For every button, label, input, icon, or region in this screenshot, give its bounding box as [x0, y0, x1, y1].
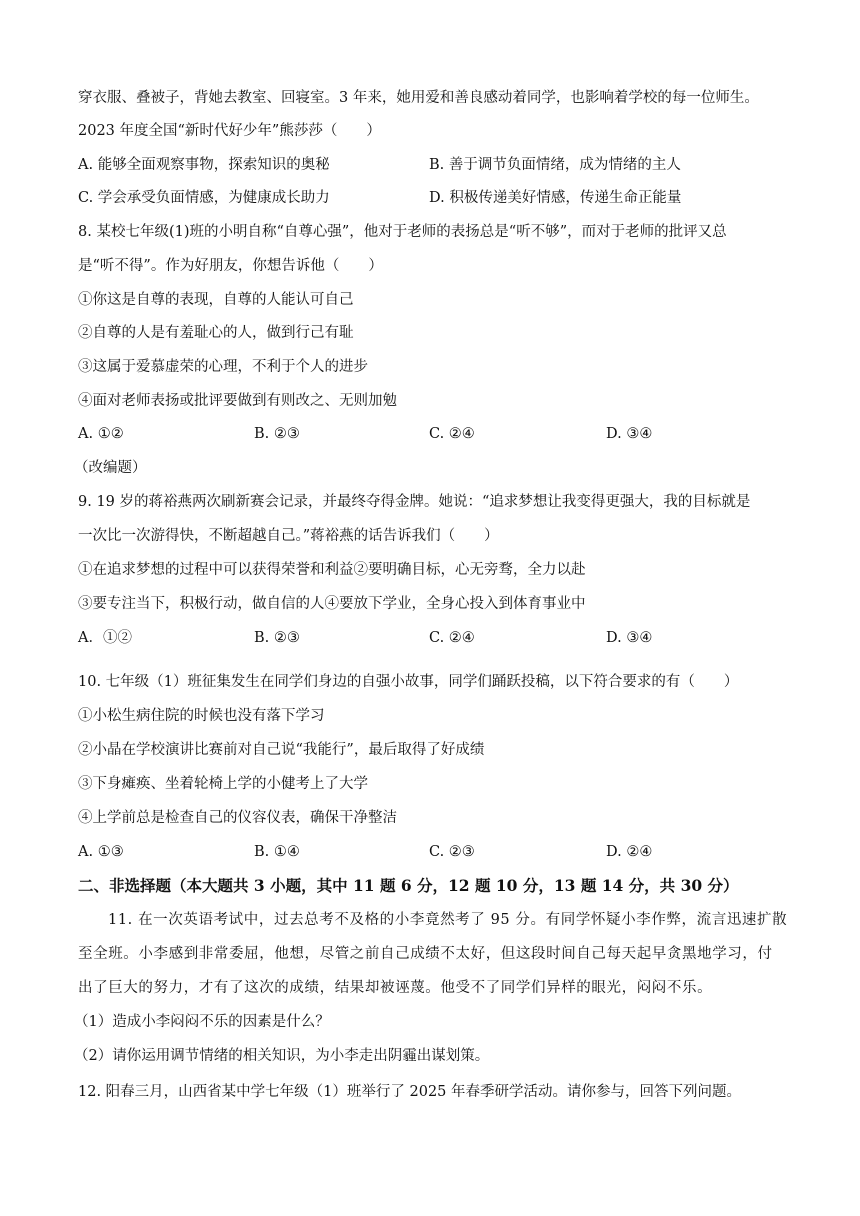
q9-option-d: D. ③④ — [606, 630, 653, 646]
q10-option-d: D. ②④ — [606, 844, 653, 860]
q8-statement-4: ④面对老师表扬或批评要做到有则改之、无则加勉 — [78, 393, 397, 409]
q10-statement-3: ③下身瘫痪、坐着轮椅上学的小健考上了大学 — [78, 776, 368, 792]
question-stem-line: 2023 年度全国“新时代好少年”熊莎莎（ ） — [78, 123, 381, 139]
option-b: B. 善于调节负面情绪，成为情绪的主人 — [429, 157, 681, 173]
q9-statements-3-4: ③要专注当下，积极行动，做自信的人④要放下学业，全身心投入到体育事业中 — [78, 596, 586, 612]
q10-stem: 10. 七年级（1）班征集发生在同学们身边的自强小故事，同学们踊跃投稿，以下符合要求的有（ ） — [78, 674, 739, 690]
q10-statement-2: ②小晶在学校演讲比赛前对自己说“我能行”，最后取得了好成绩 — [78, 742, 485, 758]
option-d: D. 积极传递美好情感，传递生命正能量 — [429, 190, 682, 206]
q9-option-c: C. ②④ — [429, 630, 475, 646]
q8-option-b: B. ②③ — [254, 426, 300, 442]
q8-option-c: C. ②④ — [429, 426, 475, 442]
q9-stem-line-2: 一次比一次游得快，不断超越自己。”蒋裕燕的话告诉我们（ ） — [78, 528, 499, 544]
q8-option-a: A. ①② — [78, 426, 124, 442]
q10-statement-1: ①小松生病住院的时候也没有落下学习 — [78, 708, 325, 724]
q8-stem-line-1: 8. 某校七年级(1)班的小明自称“自尊心强”，他对于老师的表扬总是“听不够”，而对于老师的批评又总 — [78, 224, 727, 240]
section-heading: 二、非选择题（本大题共 3 小题，其中 11 题 6 分，12 题 10 分，13 题 14 分，共 30 分） — [78, 876, 739, 895]
q8-stem-line-2: 是“听不得”。作为好朋友，你想告诉他（ ） — [78, 258, 383, 274]
q10-option-a: A. ①③ — [78, 844, 124, 860]
q12-stem: 12. 阳春三月，山西省某中学七年级（1）班举行了 2025 年春季研学活动。请你参与，回答下列问题。 — [78, 1084, 742, 1100]
q9-option-a: A．①② — [78, 630, 132, 646]
q8-statement-3: ③这属于爱慕虚荣的心理，不利于个人的进步 — [78, 359, 368, 375]
q10-option-c: C. ②③ — [429, 844, 475, 860]
q9-stem-line-1: 9. 19 岁的蒋裕燕两次刷新赛会记录，并最终夺得金牌。她说：“追求梦想让我变得更强大，我的目标就是 — [78, 494, 751, 510]
q8-option-d: D. ③④ — [606, 426, 653, 442]
option-c: C. 学会承受负面情感，为健康成长助力 — [78, 190, 330, 206]
question-text-line: 穿衣服、叠被子，背她去教室、回寝室。3 年来，她用爱和善良感动着同学，也影响着学校的每一位师生。 — [78, 90, 759, 106]
q8-note: （改编题） — [74, 460, 147, 476]
q11-paragraph-line-1: 11. 在一次英语考试中，过去总考不及格的小李竟然考了 95 分。有同学怀疑小李作弊，流言迅速扩散 — [108, 912, 788, 928]
q10-statement-4: ④上学前总是检查自己的仪容仪表，确保干净整洁 — [78, 810, 397, 826]
q10-option-b: B. ①④ — [254, 844, 300, 860]
q11-subquestion-1: （1）造成小李闷闷不乐的因素是什么？ — [74, 1014, 330, 1030]
q9-option-b: B. ②③ — [254, 630, 300, 646]
q8-statement-1: ①你这是自尊的表现，自尊的人能认可自己 — [78, 292, 354, 308]
q9-statements-1-2: ①在追求梦想的过程中可以获得荣誉和利益②要明确目标，心无旁骛，全力以赴 — [78, 562, 586, 578]
q8-statement-2: ②自尊的人是有羞耻心的人，做到行己有耻 — [78, 325, 354, 341]
q11-subquestion-2: （2）请你运用调节情绪的相关知识，为小李走出阴霾出谋划策。 — [74, 1048, 490, 1064]
q11-paragraph-line-3: 出了巨大的努力，才有了这次的成绩，结果却被诬蔑。他受不了同学们异样的眼光，闷闷不乐。 — [78, 980, 713, 996]
option-a: A. 能够全面观察事物，探索知识的奥秘 — [78, 157, 330, 173]
q11-paragraph-line-2: 至全班。小李感到非常委屈，他想，尽管之前自己成绩不太好，但这段时间自己每天起早贪黑地学习，付 — [78, 946, 773, 962]
